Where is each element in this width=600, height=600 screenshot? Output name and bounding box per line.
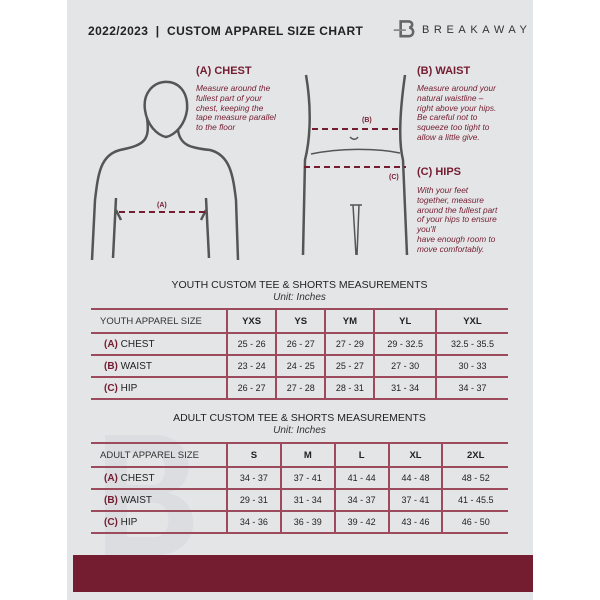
measure-label bbox=[91, 467, 227, 489]
size-header: YXL bbox=[436, 309, 508, 333]
table-cell: 41 - 45.5 bbox=[442, 489, 508, 511]
table-cell: 24 - 25 bbox=[276, 355, 325, 377]
table-cell: 46 - 50 bbox=[442, 511, 508, 533]
table-cell: 34 - 37 bbox=[335, 489, 389, 511]
size-header: YXS bbox=[227, 309, 276, 333]
size-label: ADULT APPAREL SIZE bbox=[91, 443, 227, 467]
table-cell: 39 - 42 bbox=[335, 511, 389, 533]
measure-name: CHEST bbox=[120, 472, 155, 484]
table-cell: 34 - 37 bbox=[436, 377, 508, 399]
table-cell: 31 - 34 bbox=[281, 489, 335, 511]
chest-marker: (A) bbox=[157, 202, 167, 209]
measure-label bbox=[91, 333, 227, 355]
measure-label bbox=[91, 511, 227, 533]
measure-letter: (B) bbox=[104, 360, 118, 372]
table-cell: 29 - 32.5 bbox=[374, 333, 435, 355]
size-header: M bbox=[281, 443, 335, 467]
measure-label bbox=[91, 489, 227, 511]
youth-table-title: YOUTH CUSTOM TEE & SHORTS MEASUREMENTS bbox=[171, 279, 428, 291]
table-row bbox=[91, 377, 508, 399]
table-cell: 27 - 29 bbox=[325, 333, 374, 355]
size-header: S bbox=[227, 443, 281, 467]
table-row bbox=[91, 333, 508, 355]
page-title: 2022/2023 | CUSTOM APPAREL SIZE CHART bbox=[88, 24, 364, 38]
table-cell: 30 - 33 bbox=[436, 355, 508, 377]
waist-marker: (B) bbox=[362, 117, 372, 124]
table-cell: 37 - 41 bbox=[389, 489, 443, 511]
table-row bbox=[91, 489, 508, 511]
adult-size-table bbox=[91, 442, 508, 534]
table-row bbox=[91, 511, 508, 533]
table-cell: 29 - 31 bbox=[227, 489, 281, 511]
waist-heading: (B) WAIST bbox=[417, 65, 471, 77]
size-header: 2XL bbox=[442, 443, 508, 467]
chest-heading: (A) CHEST bbox=[196, 65, 252, 77]
measure-letter: (B) bbox=[104, 494, 118, 506]
table-cell: 26 - 27 bbox=[276, 333, 325, 355]
adult-table-unit: Unit: Inches bbox=[273, 425, 326, 436]
measure-letter: (C) bbox=[104, 382, 118, 394]
table-cell: 48 - 52 bbox=[442, 467, 508, 489]
size-label: YOUTH APPAREL SIZE bbox=[91, 309, 227, 333]
lower-body-figure bbox=[303, 75, 407, 255]
hips-description: With your feet together, measure around the fullest part of your hips to ensure you'll have enough room to move comfortably. bbox=[417, 185, 498, 254]
size-header: XL bbox=[389, 443, 443, 467]
youth-size-table bbox=[91, 308, 508, 400]
size-header: L bbox=[335, 443, 389, 467]
table-cell: 26 - 27 bbox=[227, 377, 276, 399]
table-cell: 27 - 28 bbox=[276, 377, 325, 399]
table-cell: 28 - 31 bbox=[325, 377, 374, 399]
measure-name: HIP bbox=[120, 382, 138, 394]
table-cell: 25 - 27 bbox=[325, 355, 374, 377]
footer-band bbox=[73, 555, 533, 592]
size-header: YM bbox=[325, 309, 374, 333]
table-row bbox=[91, 467, 508, 489]
measure-label bbox=[91, 355, 227, 377]
adult-table-title: ADULT CUSTOM TEE & SHORTS MEASUREMENTS bbox=[173, 412, 426, 424]
table-cell: 41 - 44 bbox=[335, 467, 389, 489]
table-cell: 44 - 48 bbox=[389, 467, 443, 489]
brand-name: BREAKAWAY bbox=[422, 24, 532, 36]
waist-description: Measure around your natural waistline – right above your hips. Be careful not to squeeze too tight to allow a little give. bbox=[417, 83, 497, 142]
measure-name: WAIST bbox=[120, 360, 152, 372]
measure-name: HIP bbox=[120, 516, 138, 528]
size-header: YL bbox=[374, 309, 435, 333]
measure-name: WAIST bbox=[120, 494, 152, 506]
measure-letter: (C) bbox=[104, 516, 118, 528]
youth-table-unit: Unit: Inches bbox=[273, 292, 326, 303]
table-header-row bbox=[91, 443, 508, 467]
measure-name: CHEST bbox=[120, 338, 155, 350]
table-header-row bbox=[91, 309, 508, 333]
measure-letter: (A) bbox=[104, 338, 118, 350]
table-cell: 32.5 - 35.5 bbox=[436, 333, 508, 355]
hips-marker: (C) bbox=[389, 174, 399, 181]
size-header: YS bbox=[276, 309, 325, 333]
table-cell: 34 - 37 bbox=[227, 467, 281, 489]
table-cell: 37 - 41 bbox=[281, 467, 335, 489]
measure-letter: (A) bbox=[104, 472, 118, 484]
table-cell: 43 - 46 bbox=[389, 511, 443, 533]
chest-description: Measure around the fullest part of your chest, keeping the tape measure parallel to the floor bbox=[196, 83, 276, 133]
table-cell: 31 - 34 bbox=[374, 377, 435, 399]
table-cell: 36 - 39 bbox=[281, 511, 335, 533]
hips-heading: (C) HIPS bbox=[417, 166, 461, 178]
table-row bbox=[91, 355, 508, 377]
table-cell: 34 - 36 bbox=[227, 511, 281, 533]
table-cell: 23 - 24 bbox=[227, 355, 276, 377]
table-cell: 27 - 30 bbox=[374, 355, 435, 377]
measure-label bbox=[91, 377, 227, 399]
table-cell: 25 - 26 bbox=[227, 333, 276, 355]
